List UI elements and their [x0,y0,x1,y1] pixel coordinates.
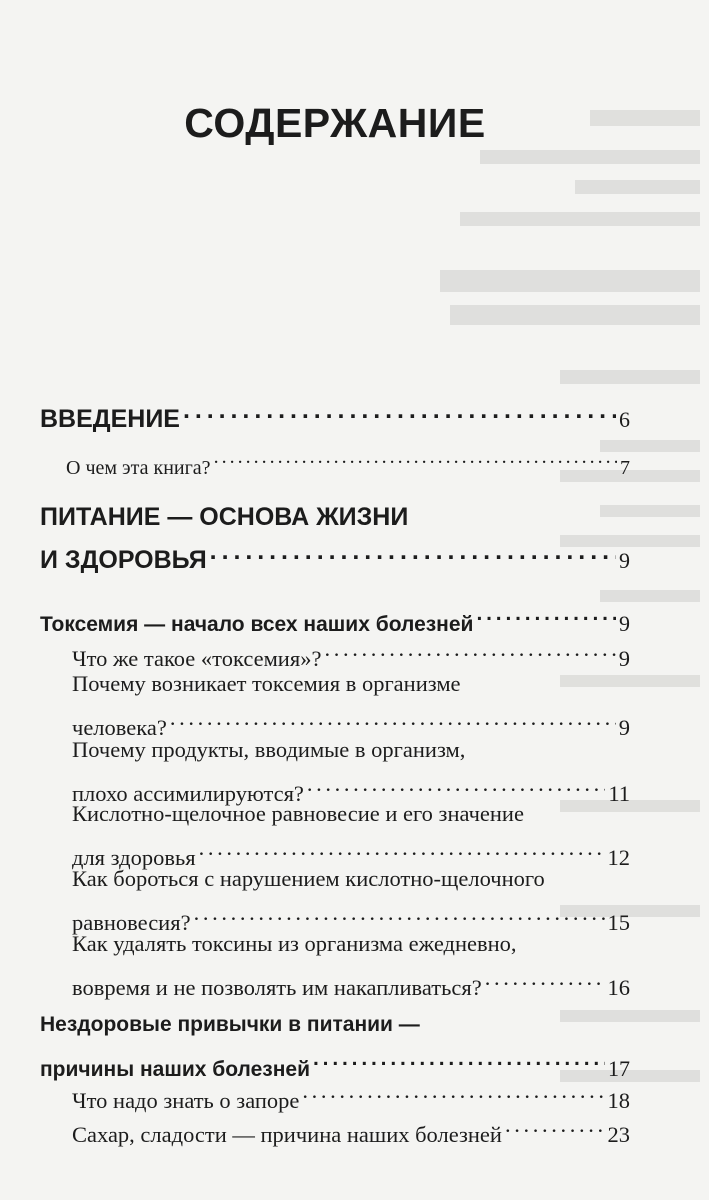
dot-leader [302,1074,604,1108]
toc-entry-toxemia[interactable] [40,597,630,636]
dot-leader [313,1042,605,1076]
toc-entry-acid-base[interactable] [40,797,630,870]
toc-page-number: 9 [619,548,630,573]
toc-entry-title-line1: Кислотно-щелочное равновесие и его значение [72,801,524,826]
toc-entry-title: О чем эта книга? [66,457,211,479]
toc-page-number: 9 [619,611,630,636]
toc-entry-assimilation[interactable] [40,733,630,806]
toc-entry-title-line2: для здоровья [72,845,196,870]
toc-entry-title-line1: ПИТАНИЕ — ОСНОВА ЖИЗНИ [40,503,409,531]
toc-entry-title-line1: Как бороться с нарушением кислотно-щелочного [72,866,545,891]
toc-page-number: 12 [607,845,630,870]
dot-leader [505,1108,605,1142]
toc-entry-title: Что надо знать о запоре [72,1088,300,1113]
toc-entry-acid-base-fight[interactable] [40,862,630,935]
toc-entry-nutrition[interactable] [40,500,630,574]
dot-leader [170,701,616,735]
toc-entry-unhealthy-habits[interactable] [40,1008,630,1081]
toc-page-number: 18 [607,1088,630,1113]
toc-page-number: 11 [608,781,630,806]
dot-leader [476,597,616,631]
toc-page-number: 17 [608,1056,630,1081]
toc-entry-constipation[interactable] [40,1074,630,1113]
toc-page-number: 16 [607,975,630,1000]
toc-entry-title-line1: Как удалять токсины из организма ежедневно, [72,931,517,956]
toc-entry-title-line2: плохо ассимилируются? [72,781,304,806]
toc-entry-title-line2: вовремя и не позволять им накапливаться? [72,975,482,1000]
toc-entry-introduction[interactable] [40,393,630,433]
dot-leader [324,632,615,666]
toc-entry-title: Сахар, сладости — причина наших болезней [72,1122,502,1147]
toc-entry-title-line1: Почему продукты, вводимые в организм, [72,737,466,762]
dot-leader [214,440,617,474]
toc-entry-title-line2: человека? [72,715,167,740]
dot-leader [183,393,616,427]
dot-leader [485,961,605,995]
dot-leader [194,896,605,930]
toc-entry-title-line2: равновесия? [72,910,191,935]
toc-page-number: 9 [618,646,630,671]
toc-entry-title-line2: И ЗДОРОВЬЯ [40,546,207,574]
toc-page-number: 7 [620,457,630,479]
toc-entry-title-line2: причины наших болезней [40,1058,310,1081]
toc-entry-about-book[interactable] [40,440,630,479]
toc-page-number: 9 [618,715,630,740]
toc-entry-remove-toxins[interactable] [40,927,630,1000]
dot-leader [199,831,605,865]
toc-entry-title: Токсемия — начало всех наших болезней [40,613,474,636]
toc-entry-title: Что же такое «токсемия»? [72,646,322,671]
toc-entry-title: ВВЕДЕНИЕ [40,405,180,433]
toc-page-number: 15 [607,910,630,935]
toc-entry-what-is-toxemia[interactable] [40,632,630,671]
toc-entry-title-line1: Нездоровые привычки в питании — [40,1013,420,1036]
toc-page-number: 6 [619,407,630,432]
dot-leader [210,534,616,568]
toc-entry-title-line1: Почему возникает токсемия в организме [72,671,461,696]
dot-leader [307,767,605,801]
page-title: СОДЕРЖАНИЕ [184,100,486,146]
toc-page-number: 23 [607,1122,630,1147]
toc-entry-sugar[interactable] [40,1108,630,1147]
toc-entry-why-toxemia[interactable] [40,667,630,740]
